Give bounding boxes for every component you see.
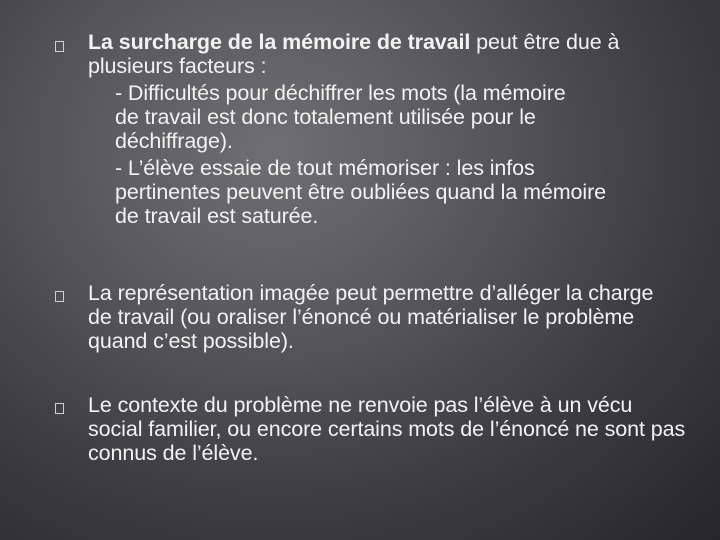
bullet-item-3: Le contexte du problème ne renvoie pas l’élève à un vécu social familier, ou encore certains mots de l’énoncé ne sont pas connus de l’élève. — [88, 393, 686, 465]
bullet-item-2: La représentation imagée peut permettre d’alléger la charge de travail (ou oraliser l’énoncé ou matérialiser le problème quand c’est possible). — [88, 281, 654, 353]
bullet-marker-icon — [52, 402, 66, 417]
bullet-1-sub-2: - L’élève essaie de tout mémoriser : les infos pertinentes peuvent être oubliées quand la mémoire de travail est saturée. — [115, 156, 607, 228]
bullet-1-lead-bold: La surcharge de la mémoire de travail — [88, 30, 471, 54]
bullet-item-1 — [88, 30, 688, 228]
bullet-marker-icon — [52, 290, 66, 305]
bullet-marker-icon — [52, 40, 66, 55]
bullet-1-sub-1: - Difficultés pour déchiffrer les mots (la mémoire de travail est donc totalement utilisée pour le déchiffrage). — [115, 81, 566, 153]
bullet-1-lead-rest: peut être due à plusieurs facteurs : — [88, 30, 620, 78]
